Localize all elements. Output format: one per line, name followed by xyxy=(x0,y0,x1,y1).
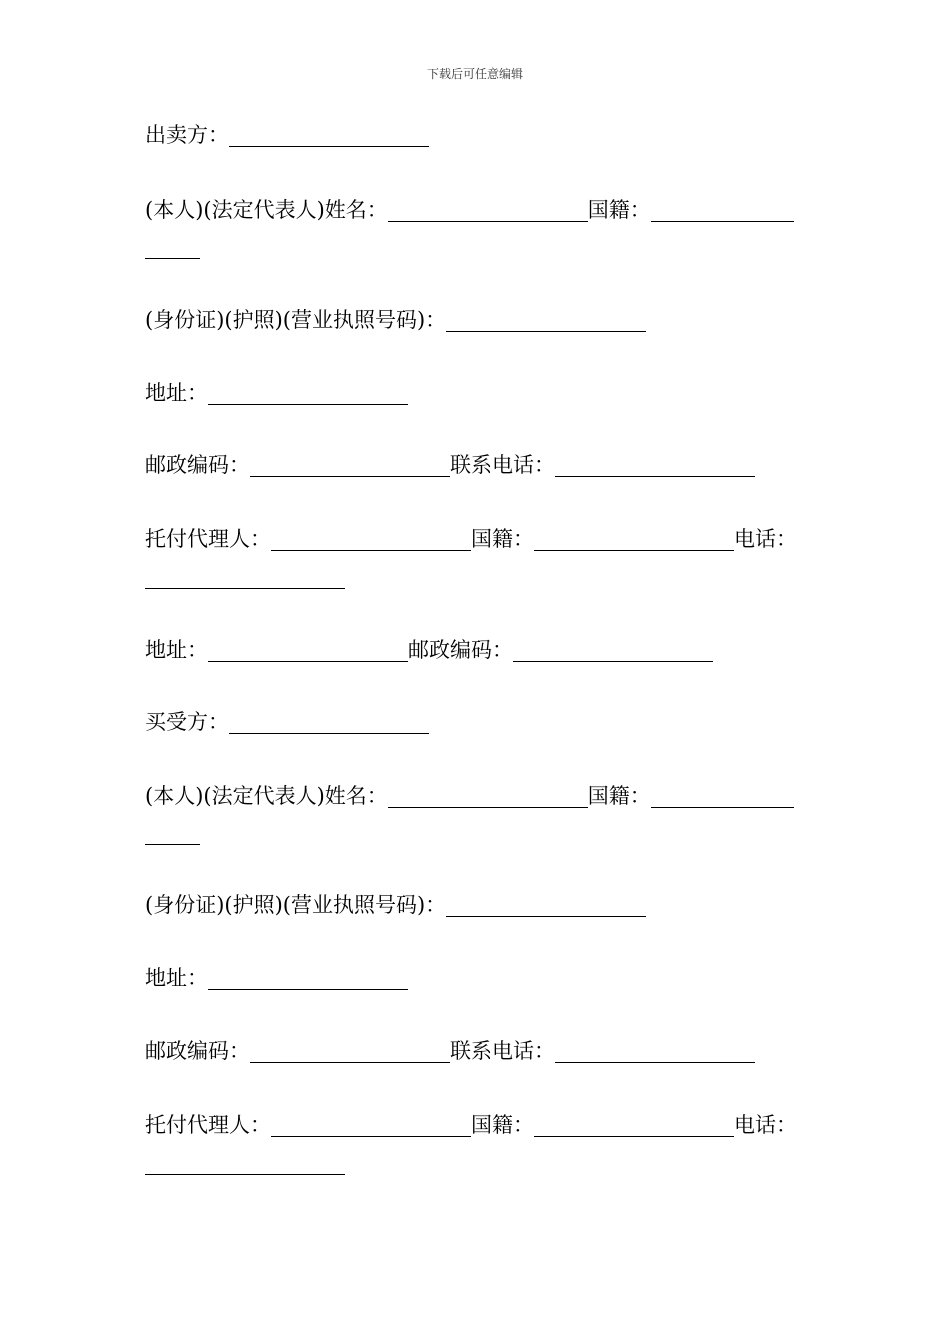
seller-name-row-continued xyxy=(145,232,200,262)
seller-agent-row-continued xyxy=(145,562,345,592)
buyer-nationality-blank-continued[interactable] xyxy=(145,822,200,845)
seller-heading-row xyxy=(145,120,429,150)
buyer-agent-row xyxy=(145,1110,797,1140)
seller-agent-address-blank[interactable] xyxy=(208,639,408,662)
buyer-nationality-blank[interactable] xyxy=(651,785,794,808)
seller-id-row xyxy=(145,305,646,335)
seller-agent-postcode-label: 邮政编码： xyxy=(408,638,513,662)
page-header-note: 下载后可任意编辑 xyxy=(426,67,523,81)
buyer-blank[interactable] xyxy=(229,711,429,734)
seller-id-blank[interactable] xyxy=(446,309,646,332)
seller-id-label: (身份证)(护照)(营业执照号码)： xyxy=(145,308,447,332)
seller-agent-nationality-blank[interactable] xyxy=(534,528,734,551)
buyer-agent-phone-label: 电话： xyxy=(734,1113,797,1137)
buyer-id-blank[interactable] xyxy=(446,894,646,917)
seller-postcode-label: 邮政编码： xyxy=(145,453,250,477)
buyer-agent-phone-blank[interactable] xyxy=(145,1152,345,1175)
seller-heading: 出卖方： xyxy=(145,123,229,147)
seller-name-label: (本人)(法定代表人)姓名： xyxy=(145,198,388,222)
seller-agent-blank[interactable] xyxy=(271,528,471,551)
seller-agent-label: 托付代理人： xyxy=(145,527,271,551)
seller-agent-nationality-label: 国籍： xyxy=(471,527,534,551)
seller-blank[interactable] xyxy=(229,124,429,147)
seller-agent-row xyxy=(145,524,797,554)
seller-name-blank[interactable] xyxy=(388,199,588,222)
seller-address-blank[interactable] xyxy=(208,382,408,405)
seller-agent-phone-blank[interactable] xyxy=(145,566,345,589)
seller-agent-address-row xyxy=(145,635,713,665)
buyer-postcode-label: 邮政编码： xyxy=(145,1039,250,1063)
buyer-id-label: (身份证)(护照)(营业执照号码)： xyxy=(145,893,447,917)
buyer-name-row-continued xyxy=(145,818,200,848)
seller-postcode-phone-row xyxy=(145,450,755,480)
seller-postcode-blank[interactable] xyxy=(250,454,450,477)
buyer-id-row xyxy=(145,890,646,920)
buyer-agent-blank[interactable] xyxy=(271,1114,471,1137)
buyer-agent-label: 托付代理人： xyxy=(145,1113,271,1137)
buyer-address-blank[interactable] xyxy=(208,967,408,990)
seller-address-label: 地址： xyxy=(145,381,208,405)
seller-name-row xyxy=(145,195,794,225)
seller-nationality-blank[interactable] xyxy=(651,199,794,222)
seller-agent-postcode-blank[interactable] xyxy=(513,639,713,662)
seller-nationality-blank-continued[interactable] xyxy=(145,236,200,259)
buyer-heading-row xyxy=(145,707,429,737)
buyer-address-label: 地址： xyxy=(145,966,208,990)
buyer-phone-label: 联系电话： xyxy=(450,1039,555,1063)
buyer-agent-nationality-blank[interactable] xyxy=(534,1114,734,1137)
seller-address-row xyxy=(145,378,408,408)
buyer-agent-nationality-label: 国籍： xyxy=(471,1113,534,1137)
buyer-heading: 买受方： xyxy=(145,710,229,734)
buyer-address-row xyxy=(145,963,408,993)
seller-agent-address-label: 地址： xyxy=(145,638,208,662)
seller-agent-phone-label: 电话： xyxy=(734,527,797,551)
seller-phone-label: 联系电话： xyxy=(450,453,555,477)
buyer-postcode-blank[interactable] xyxy=(250,1040,450,1063)
buyer-postcode-phone-row xyxy=(145,1036,755,1066)
buyer-name-label: (本人)(法定代表人)姓名： xyxy=(145,784,388,808)
buyer-nationality-label: 国籍： xyxy=(587,784,651,808)
seller-phone-blank[interactable] xyxy=(555,454,755,477)
buyer-phone-blank[interactable] xyxy=(555,1040,755,1063)
buyer-name-row xyxy=(145,781,794,811)
buyer-name-blank[interactable] xyxy=(388,785,588,808)
buyer-agent-row-continued xyxy=(145,1148,345,1178)
seller-nationality-label: 国籍： xyxy=(587,198,651,222)
